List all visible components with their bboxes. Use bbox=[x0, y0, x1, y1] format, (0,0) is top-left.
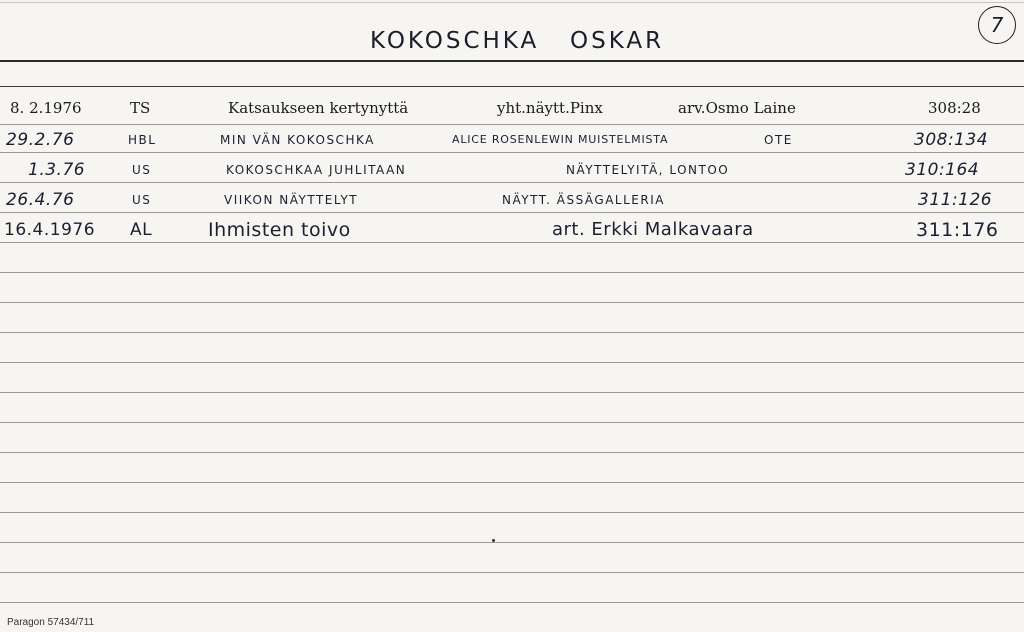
ruled-line bbox=[0, 572, 1024, 573]
entry-author: OTE bbox=[764, 133, 793, 147]
entry-source: US bbox=[132, 193, 152, 207]
header-rule bbox=[0, 60, 1024, 62]
entry-note: ALICE ROSENLEWIN MUISTELMISTA bbox=[452, 133, 669, 146]
entry-note: NÄYTT. ÄSSÄGALLERIA bbox=[502, 193, 665, 207]
card-number-circle: 7 bbox=[978, 6, 1016, 44]
card-footer: Paragon 57434/711 bbox=[7, 617, 95, 628]
entry-row bbox=[0, 159, 1024, 187]
card-title-firstname: OSKAR bbox=[570, 28, 665, 54]
entry-date: 29.2.76 bbox=[6, 130, 75, 150]
entry-row bbox=[0, 189, 1024, 217]
card-title-surname: KOKOSCHKA bbox=[370, 28, 540, 54]
entry-title: VIIKON NÄYTTELYT bbox=[224, 193, 359, 207]
entry-note: NÄYTTELYITÄ, LONTOO bbox=[566, 163, 730, 177]
entry-date: 16.4.1976 bbox=[4, 220, 96, 240]
entry-source: HBL bbox=[128, 133, 157, 147]
ruled-line bbox=[0, 422, 1024, 423]
ruled-line bbox=[0, 602, 1024, 603]
entry-title: Katsaukseen kertynyttä bbox=[228, 99, 409, 117]
entry-title: MIN VÄN KOKOSCHKA bbox=[220, 133, 375, 147]
entry-title: KOKOSCHKAA JUHLITAAN bbox=[226, 163, 407, 177]
ruled-line bbox=[0, 542, 1024, 543]
ruled-line bbox=[0, 452, 1024, 453]
entry-source: TS bbox=[130, 99, 151, 117]
entry-row bbox=[0, 99, 1024, 127]
ruled-line bbox=[0, 272, 1024, 273]
entry-date: 8. 2.1976 bbox=[10, 99, 82, 117]
entry-ref: 308:134 bbox=[914, 130, 989, 150]
entry-row bbox=[0, 129, 1024, 157]
entry-source: AL bbox=[130, 220, 153, 240]
ink-dot bbox=[492, 539, 495, 542]
entry-ref: 311:126 bbox=[918, 190, 993, 210]
entry-row bbox=[0, 219, 1024, 247]
entry-title: Ihmisten toivo bbox=[208, 219, 351, 241]
ruled-line bbox=[0, 392, 1024, 393]
entry-note: art. Erkki Malkavaara bbox=[552, 219, 754, 240]
entry-source: US bbox=[132, 163, 152, 177]
header-rule-secondary bbox=[0, 86, 1024, 87]
entry-date: 26.4.76 bbox=[6, 190, 75, 210]
ruled-line bbox=[0, 302, 1024, 303]
entry-ref: 310:164 bbox=[905, 160, 980, 180]
ruled-line bbox=[0, 482, 1024, 483]
ruled-line bbox=[0, 512, 1024, 513]
ruled-line bbox=[0, 332, 1024, 333]
card-top-edge bbox=[0, 2, 1024, 3]
card-title bbox=[370, 28, 700, 60]
entry-note: yht.näytt.Pinx bbox=[497, 99, 603, 117]
ruled-line bbox=[0, 362, 1024, 363]
entry-ref: 308:28 bbox=[928, 99, 981, 117]
entry-ref: 311:176 bbox=[916, 219, 999, 241]
entry-author: arv.Osmo Laine bbox=[678, 99, 796, 117]
entry-date: 1.3.76 bbox=[28, 160, 86, 180]
